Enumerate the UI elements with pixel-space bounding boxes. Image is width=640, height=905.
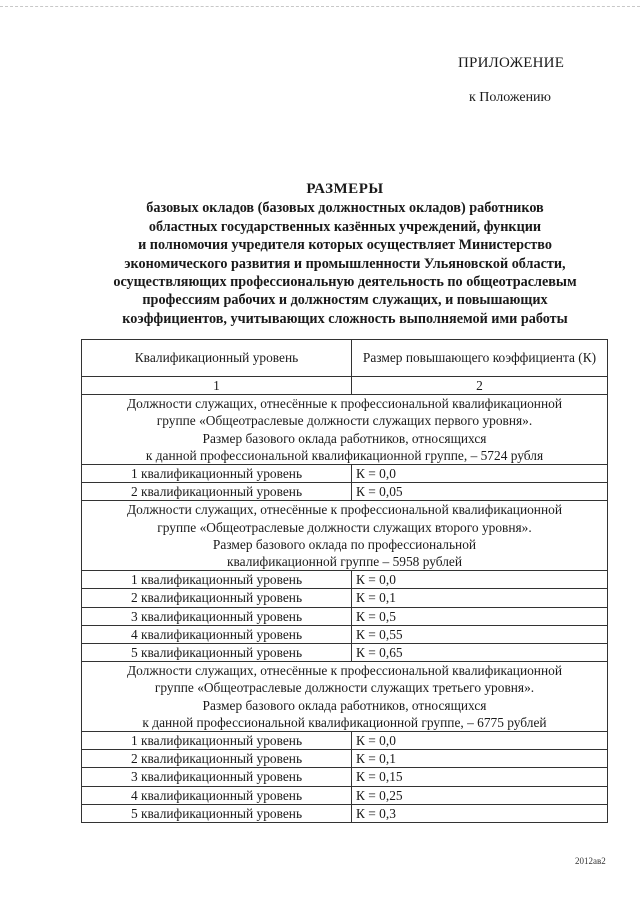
coefficients-table bbox=[81, 339, 608, 823]
level-cell: 1 квалификационный уровень bbox=[82, 732, 352, 750]
table-header-row bbox=[82, 340, 608, 377]
coefficient-cell: К = 0,05 bbox=[352, 483, 608, 501]
level-cell: 3 квалификационный уровень bbox=[82, 607, 352, 625]
coefficient-cell: К = 0,1 bbox=[352, 750, 608, 768]
coefficient-cell: К = 0,25 bbox=[352, 786, 608, 804]
table-row bbox=[82, 589, 608, 607]
coefficient-cell: К = 0,3 bbox=[352, 804, 608, 822]
level-cell: 2 квалификационный уровень bbox=[82, 483, 352, 501]
coefficient-cell: К = 0,5 bbox=[352, 607, 608, 625]
coefficient-cell: К = 0,0 bbox=[352, 571, 608, 589]
group-heading-line: группе «Общеотраслевые должности служащих третьего уровня». bbox=[154, 680, 535, 696]
group-heading bbox=[82, 501, 608, 571]
title-line: осуществляющих профессиональную деятельность по общеотраслевым bbox=[113, 274, 577, 291]
group-heading-line: к данной профессиональной квалификационной группе, – 6775 рублей bbox=[142, 714, 547, 730]
level-cell: 4 квалификационный уровень bbox=[82, 786, 352, 804]
group-heading-line: Должности служащих, отнесённые к профессиональной квалификационной bbox=[127, 663, 562, 679]
title-line: и полномочия учредителя которых осуществляет Министерство bbox=[138, 237, 552, 254]
group-heading-line: Размер базового оклада работников, относящихся bbox=[202, 697, 487, 713]
level-cell: 2 квалификационный уровень bbox=[82, 750, 352, 768]
column-header-coefficient: Размер повышающего коэффициента (К) bbox=[352, 340, 608, 377]
group-heading-line: квалификационной группе – 5958 рублей bbox=[226, 554, 463, 570]
appendix-label: ПРИЛОЖЕНИЕ bbox=[458, 55, 565, 71]
level-cell: 3 квалификационный уровень bbox=[82, 768, 352, 786]
level-cell: 2 квалификационный уровень bbox=[82, 589, 352, 607]
title-line: областных государственных казённых учреждений, функции bbox=[148, 218, 542, 235]
group-heading-row bbox=[82, 395, 608, 465]
group-heading-line: Должности служащих, отнесённые к профессиональной квалификационной bbox=[127, 502, 562, 518]
group-heading-line: группе «Общеотраслевые должности служащих второго уровня». bbox=[157, 519, 532, 535]
title-line: базовых окладов (базовых должностных окладов) работников bbox=[146, 200, 544, 217]
group-heading bbox=[82, 662, 608, 732]
group-heading-row bbox=[82, 501, 608, 571]
group-heading-line: Размер базового оклада работников, относящихся bbox=[202, 430, 487, 446]
coefficient-cell: К = 0,0 bbox=[352, 465, 608, 483]
table-row bbox=[82, 804, 608, 822]
level-cell: 5 квалификационный уровень bbox=[82, 804, 352, 822]
level-cell: 1 квалификационный уровень bbox=[82, 571, 352, 589]
group-heading-line: Должности служащих, отнесённые к профессиональной квалификационной bbox=[127, 396, 562, 412]
level-cell: 4 квалификационный уровень bbox=[82, 625, 352, 643]
table-row bbox=[82, 571, 608, 589]
group-heading-line: к данной профессиональной квалификационной группе, – 5724 рубля bbox=[145, 447, 544, 463]
column-number-1: 1 bbox=[82, 377, 352, 395]
table-row bbox=[82, 732, 608, 750]
group-heading-line: Размер базового оклада по профессиональной bbox=[212, 536, 477, 552]
title-line: профессиям рабочих и должностям служащих, и повышающих bbox=[142, 292, 548, 309]
level-cell: 5 квалификационный уровень bbox=[82, 644, 352, 662]
table-row bbox=[82, 644, 608, 662]
title-line: экономического развития и промышленности Ульяновской области, bbox=[124, 255, 566, 272]
footer-mark: 2012ав2 bbox=[575, 856, 606, 866]
column-number-2: 2 bbox=[352, 377, 608, 395]
scan-edge-line bbox=[0, 6, 640, 8]
coefficient-cell: К = 0,15 bbox=[352, 768, 608, 786]
coefficient-cell: К = 0,65 bbox=[352, 644, 608, 662]
group-heading-line: группе «Общеотраслевые должности служащих первого уровня». bbox=[156, 413, 533, 429]
title-line: коэффициентов, учитывающих сложность выполняемой ими работы bbox=[122, 310, 568, 327]
column-number-row bbox=[82, 377, 608, 395]
group-heading bbox=[82, 395, 608, 465]
coefficient-cell: К = 0,0 bbox=[352, 732, 608, 750]
document-title: РАЗМЕРЫ bbox=[306, 181, 384, 197]
table-row bbox=[82, 483, 608, 501]
level-cell: 1 квалификационный уровень bbox=[82, 465, 352, 483]
table-row bbox=[82, 607, 608, 625]
table-row bbox=[82, 786, 608, 804]
appendix-reference: к Положению bbox=[469, 90, 552, 105]
document-title-block bbox=[60, 180, 630, 328]
coefficient-cell: К = 0,55 bbox=[352, 625, 608, 643]
group-heading-row bbox=[82, 662, 608, 732]
table-row bbox=[82, 750, 608, 768]
table-row bbox=[82, 625, 608, 643]
column-header-level: Квалификационный уровень bbox=[82, 340, 352, 377]
table-row bbox=[82, 465, 608, 483]
coefficient-cell: К = 0,1 bbox=[352, 589, 608, 607]
table-row bbox=[82, 768, 608, 786]
